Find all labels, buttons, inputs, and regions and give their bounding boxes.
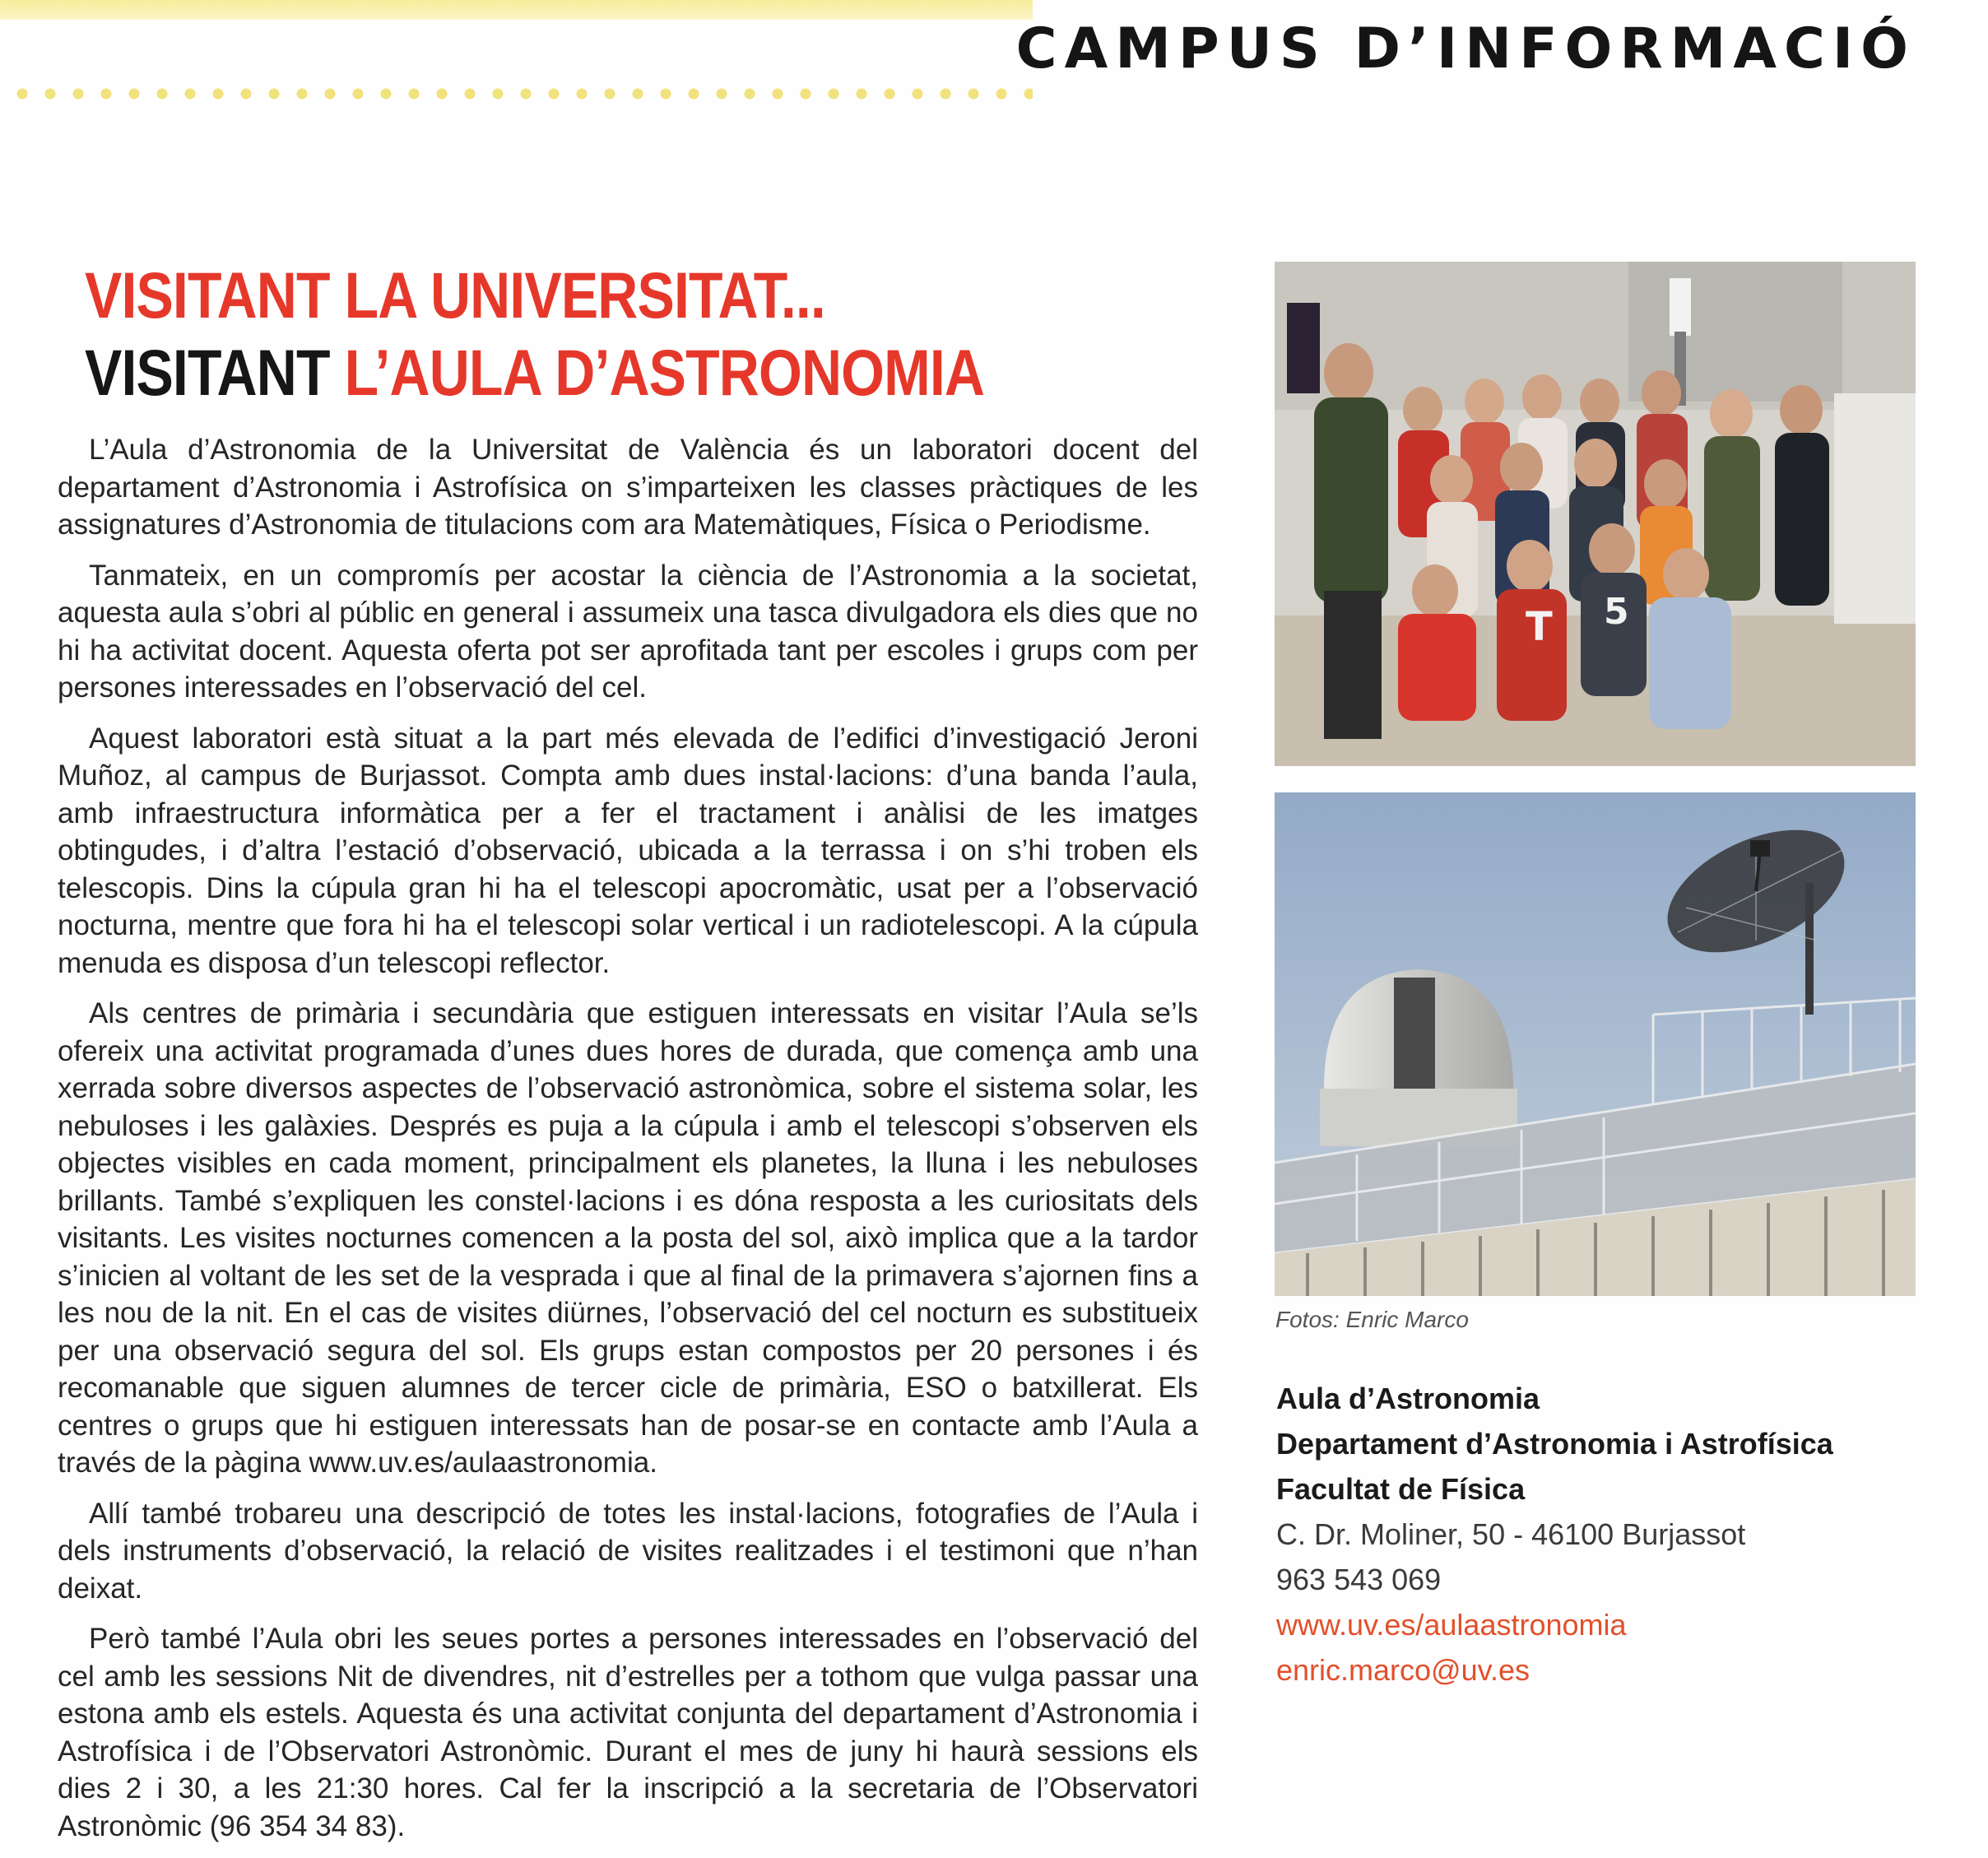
headline [85, 257, 984, 411]
article-paragraph: Tanmateix, en un compromís per acostar la ciència de l’Astronomia a la societat, aquesta aula s’obri al públic en general i assumeix una tasca divulgadora els dies que no hi ha activitat docent. Aquesta oferta pot ser aprofitada tant per escoles i grups com per persones interessades en l’observació del cel. [58, 559, 1198, 704]
headline-line-2-dark: VISITANT [85, 336, 345, 409]
contact-address: C. Dr. Moliner, 50 - 46100 Burjassot [1276, 1517, 1746, 1551]
article-paragraph: L’Aula d’Astronomia de la Universitat de València és un laboratori docent del departament d’Astronomia i Astrofísica on s’imparteixen les classes pràctiques de les assignatures d’Astronomia de titulacions com ara Matemàtiques, Física o Periodisme. [58, 434, 1198, 541]
header-dotted-rule [8, 87, 1033, 100]
article-paragraph: Als centres de primària i secundària que estiguen interessats en visitar l’Aula se’ls ofereix una activitat programada d’unes dues hores de durada, que comença amb una xerrada sobre diversos aspectes de l’observació astronòmica, sobre el sistema solar, les nebuloses i les galàxies. Després es puja a la cúpula i amb el telescopi s’observen els objectes visibles en cada moment, principalment els planetes, la lluna i les nebuloses brillants. També s’expliquen les constel·lacions i es dóna resposta a les curiositats dels visitants. Les visites nocturnes comencen a la posta del sol, això implica que a la tardor s’inicien al voltant de les set de la vesprada i que al final de la primavera s’ajornen fins a les nou de la nit. En el cas de visites diürnes, l’observació del cel nocturn es substitueix per una observació segura del sol. Els grups estan compostos per 20 persones i és recomanable que siguen alumnes de tercer cicle de primària, ESO o batxillerat. Els centres o grups que hi estiguen interessats han de posar-se en contacte amb l’Aula a través de la pàgina www.uv.es/aulaastronomia. [58, 997, 1198, 1479]
section-title: CAMPUS D’INFORMACIÓ [1015, 16, 1916, 81]
contact-unit-name: Aula d’Astronomia [1276, 1382, 1540, 1415]
group-photo [1275, 262, 1916, 766]
article-paragraph: Allí també trobareu una descripció de totes les instal·lacions, fotografies de l’Aula i dels instruments d’observació, la relació de visites realitzades i el testimoni que n’han deixat. [58, 1497, 1198, 1605]
svg-text:T: T [1526, 604, 1553, 650]
observatory-photo-image [1275, 792, 1916, 1296]
group-photo-image [1275, 262, 1916, 766]
article-body [58, 431, 1198, 1858]
contact-department: Departament d’Astronomia i Astrofísica [1276, 1427, 1833, 1461]
article-paragraph: Aquest laboratori està situat a la part més elevada de l’edifici d’investigació Jeroni Muñoz, al campus de Burjassot. Compta amb dues instal·lacions: d’una banda l’aula, amb infraestructura informàtica per a fer el tractament i anàlisi de les imatges obtingudes, i d’altra l’estació d’observació, ubicada a la terrassa i on s’hi troben els telescopis. Dins la cúpula gran hi ha el telescopi apocromàtic, usat per a l’observació nocturna, mentre que fora hi ha el telescopi solar vertical i un radiotelescopi. A la cúpula menuda es disposa d’un telescopi reflector. [58, 722, 1198, 979]
photo-caption: Fotos: Enric Marco [1275, 1307, 1469, 1332]
svg-text:5: 5 [1604, 591, 1629, 633]
contact-faculty: Facultat de Física [1276, 1472, 1526, 1506]
contact-email-link[interactable]: enric.marco@uv.es [1276, 1653, 1530, 1687]
headline-line-1: VISITANT LA UNIVERSITAT... [85, 258, 825, 332]
article-paragraph: Però també l’Aula obri les seues portes a persones interessades en l’observació del cel amb les sessions Nit de divendres, nit d’estrelles per a tothom que vulga passar una estona amb els estels. Aquesta és una activitat conjunta del departament d’Astronomia i Astrofísica i de l’Observatori Astronòmic. Durant el mes de juny hi haurà sessions els dies 2 i 30, a les 21:30 hores. Cal fer la inscripció a la secretaria de l’Observatori Astronòmic (96 354 34 83). [58, 1623, 1198, 1842]
contact-box [1276, 1376, 1833, 1693]
contact-website-link[interactable]: www.uv.es/aulaastronomia [1276, 1608, 1627, 1642]
observatory-photo [1275, 792, 1916, 1296]
headline-line-2-red: L’AULA D’ASTRONOMIA [344, 336, 985, 409]
header-color-band [0, 0, 1033, 20]
contact-phone: 963 543 069 [1276, 1563, 1442, 1596]
